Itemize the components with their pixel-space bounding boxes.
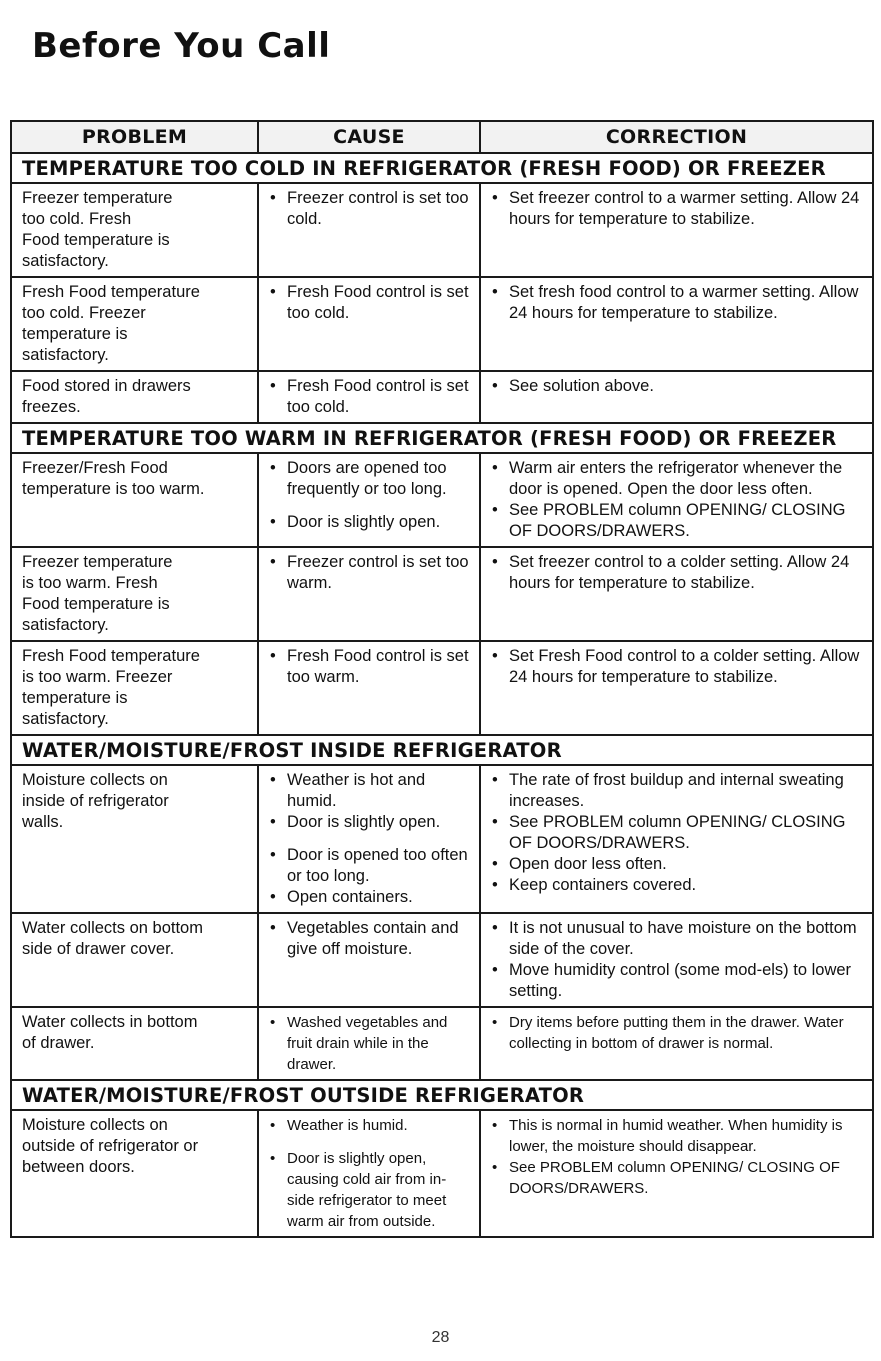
- correction-column-header: CORRECTION: [480, 121, 873, 153]
- cause-item: • Open containers.: [267, 887, 471, 908]
- table-header-row: [11, 121, 873, 153]
- table-body: [11, 153, 873, 1237]
- problem-line: freezes.: [22, 398, 81, 416]
- cause-item: • Vegetables contain and give off moisture.: [267, 918, 471, 960]
- table-row: [11, 453, 873, 547]
- correction-list: [481, 372, 872, 401]
- cause-cell: [258, 1110, 480, 1237]
- correction-item: • Open door less often.: [489, 854, 864, 875]
- correction-cell: [480, 1110, 873, 1237]
- cause-list: [259, 184, 479, 234]
- cause-item: • Freezer control is set too warm.: [267, 552, 471, 594]
- table-row: [11, 183, 873, 277]
- section-header-row: [11, 1080, 873, 1110]
- problem-line: is too warm. Freezer: [22, 668, 173, 686]
- problem-line: Food temperature is: [22, 595, 170, 613]
- problem-line: is too warm. Fresh: [22, 574, 158, 592]
- cause-list: [259, 1111, 479, 1236]
- spacer: [267, 833, 471, 845]
- correction-cell: [480, 277, 873, 371]
- cause-list: [259, 454, 479, 537]
- correction-item: • Set freezer control to a warmer setting. Allow 24 hours for temperature to stabilize.: [489, 188, 864, 230]
- correction-cell: [480, 1007, 873, 1080]
- cause-column-header: CAUSE: [258, 121, 480, 153]
- cause-list: [259, 914, 479, 964]
- problem-cell: [11, 913, 258, 1007]
- problem-cell: [11, 183, 258, 277]
- correction-item: • See solution above.: [489, 376, 864, 397]
- problem-line: Fresh Food temperature: [22, 283, 200, 301]
- section-title: TEMPERATURE TOO WARM IN REFRIGERATOR (FRESH FOOD) OR FREEZER: [11, 423, 873, 453]
- cause-cell: [258, 641, 480, 735]
- correction-item: • Dry items before putting them in the drawer. Water collecting in bottom of drawer is normal.: [489, 1012, 864, 1054]
- correction-item: • See PROBLEM column OPENING/ CLOSING OF DOORS/DRAWERS.: [489, 812, 864, 854]
- correction-list: [481, 1008, 872, 1058]
- cause-list: [259, 548, 479, 598]
- cause-cell: [258, 453, 480, 547]
- problem-cell: [11, 547, 258, 641]
- section-title: WATER/MOISTURE/FROST OUTSIDE REFRIGERATOR: [11, 1080, 873, 1110]
- table-row: [11, 913, 873, 1007]
- problem-line: Water collects in bottom: [22, 1013, 198, 1031]
- problem-line: satisfactory.: [22, 252, 109, 270]
- section-title: WATER/MOISTURE/FROST INSIDE REFRIGERATOR: [11, 735, 873, 765]
- problem-line: satisfactory.: [22, 346, 109, 364]
- problem-line: too cold. Fresh: [22, 210, 132, 228]
- problem-line: Moisture collects on: [22, 1116, 168, 1134]
- spacer: [267, 500, 471, 512]
- cause-list: [259, 766, 479, 912]
- correction-list: [481, 914, 872, 1006]
- correction-list: [481, 548, 872, 598]
- correction-item: • Set freezer control to a colder setting. Allow 24 hours for temperature to stabilize.: [489, 552, 864, 594]
- problem-line: Moisture collects on: [22, 771, 168, 789]
- correction-item: • Move humidity control (some mod-els) to lower setting.: [489, 960, 864, 1002]
- correction-item: • Warm air enters the refrigerator whenever the door is opened. Open the door less often.: [489, 458, 864, 500]
- table-row: [11, 547, 873, 641]
- cause-item: • Door is opened too often or too long.: [267, 845, 471, 887]
- cause-cell: [258, 547, 480, 641]
- cause-item: • Doors are opened too frequently or too long.: [267, 458, 471, 500]
- cause-cell: [258, 371, 480, 423]
- problem-cell: [11, 277, 258, 371]
- problem-line: too cold. Freezer: [22, 304, 146, 322]
- problem-line: Food stored in drawers: [22, 377, 191, 395]
- correction-item: • See PROBLEM column OPENING/ CLOSING OF DOORS/DRAWERS.: [489, 500, 864, 542]
- problem-line: Freezer temperature: [22, 189, 173, 207]
- correction-list: [481, 642, 872, 692]
- problem-cell: [11, 371, 258, 423]
- problem-cell: [11, 453, 258, 547]
- correction-list: [481, 766, 872, 900]
- cause-item: • Door is slightly open, causing cold air from in-side refrigerator to meet warm air from outside.: [267, 1148, 471, 1232]
- section-header-row: [11, 153, 873, 183]
- table-row: [11, 371, 873, 423]
- problem-line: Freezer temperature: [22, 553, 173, 571]
- cause-list: [259, 278, 479, 328]
- problem-line: temperature is: [22, 325, 128, 343]
- problem-line: satisfactory.: [22, 616, 109, 634]
- cause-item: • Weather is humid.: [267, 1115, 471, 1136]
- correction-item: • It is not unusual to have moisture on the bottom side of the cover.: [489, 918, 864, 960]
- correction-list: [481, 184, 872, 234]
- correction-list: [481, 454, 872, 546]
- problem-cell: [11, 641, 258, 735]
- problem-line: Freezer/Fresh Food: [22, 459, 168, 477]
- problem-line: temperature is: [22, 689, 128, 707]
- section-header-row: [11, 735, 873, 765]
- cause-item: • Fresh Food control is set too warm.: [267, 646, 471, 688]
- page-title: Before You Call: [32, 26, 331, 66]
- correction-item: • Set fresh food control to a warmer setting. Allow 24 hours for temperature to stabilize.: [489, 282, 864, 324]
- problem-line: side of drawer cover.: [22, 940, 175, 958]
- page-number: 28: [431, 1329, 450, 1346]
- cause-item: • Fresh Food control is set too cold.: [267, 282, 471, 324]
- problem-line: outside of refrigerator or: [22, 1137, 199, 1155]
- section-header-row: [11, 423, 873, 453]
- cause-list: [259, 372, 479, 422]
- correction-item: • See PROBLEM column OPENING/ CLOSING OF DOORS/DRAWERS.: [489, 1157, 864, 1199]
- cause-list: [259, 642, 479, 692]
- cause-item: • Fresh Food control is set too cold.: [267, 376, 471, 418]
- cause-item: • Door is slightly open.: [267, 512, 471, 533]
- correction-cell: [480, 765, 873, 913]
- problem-column-header: PROBLEM: [11, 121, 258, 153]
- problem-cell: [11, 765, 258, 913]
- correction-cell: [480, 371, 873, 423]
- cause-item: • Weather is hot and humid.: [267, 770, 471, 812]
- correction-cell: [480, 547, 873, 641]
- cause-item: • Door is slightly open.: [267, 812, 471, 833]
- cause-list: [259, 1008, 479, 1079]
- problem-cell: [11, 1110, 258, 1237]
- problem-line: inside of refrigerator: [22, 792, 169, 810]
- cause-cell: [258, 183, 480, 277]
- problem-line: walls.: [22, 813, 64, 831]
- spacer: [267, 1136, 471, 1148]
- correction-cell: [480, 641, 873, 735]
- cause-cell: [258, 765, 480, 913]
- correction-item: • This is normal in humid weather. When humidity is lower, the moisture should disappear.: [489, 1115, 864, 1157]
- problem-line: Food temperature is: [22, 231, 170, 249]
- problem-line: temperature is too warm.: [22, 480, 205, 498]
- correction-cell: [480, 183, 873, 277]
- cause-cell: [258, 913, 480, 1007]
- table-row: [11, 277, 873, 371]
- correction-item: • Keep containers covered.: [489, 875, 864, 896]
- cause-cell: [258, 1007, 480, 1080]
- problem-line: satisfactory.: [22, 710, 109, 728]
- cause-item: • Washed vegetables and fruit drain while in the drawer.: [267, 1012, 471, 1075]
- correction-item: • Set Fresh Food control to a colder setting. Allow 24 hours for temperature to stabilize.: [489, 646, 864, 688]
- problem-cell: [11, 1007, 258, 1080]
- correction-cell: [480, 453, 873, 547]
- problem-line: Fresh Food temperature: [22, 647, 200, 665]
- correction-list: [481, 278, 872, 328]
- correction-item: • The rate of frost buildup and internal sweating increases.: [489, 770, 864, 812]
- correction-cell: [480, 913, 873, 1007]
- table-row: [11, 641, 873, 735]
- section-title: TEMPERATURE TOO COLD IN REFRIGERATOR (FRESH FOOD) OR FREEZER: [11, 153, 873, 183]
- table-row: [11, 1007, 873, 1080]
- problem-line: between doors.: [22, 1158, 135, 1176]
- cause-cell: [258, 277, 480, 371]
- cause-item: • Freezer control is set too cold.: [267, 188, 471, 230]
- table-row: [11, 1110, 873, 1237]
- problem-line: of drawer.: [22, 1034, 95, 1052]
- troubleshooting-table: [10, 120, 874, 1238]
- correction-list: [481, 1111, 872, 1203]
- problem-line: Water collects on bottom: [22, 919, 203, 937]
- table-row: [11, 765, 873, 913]
